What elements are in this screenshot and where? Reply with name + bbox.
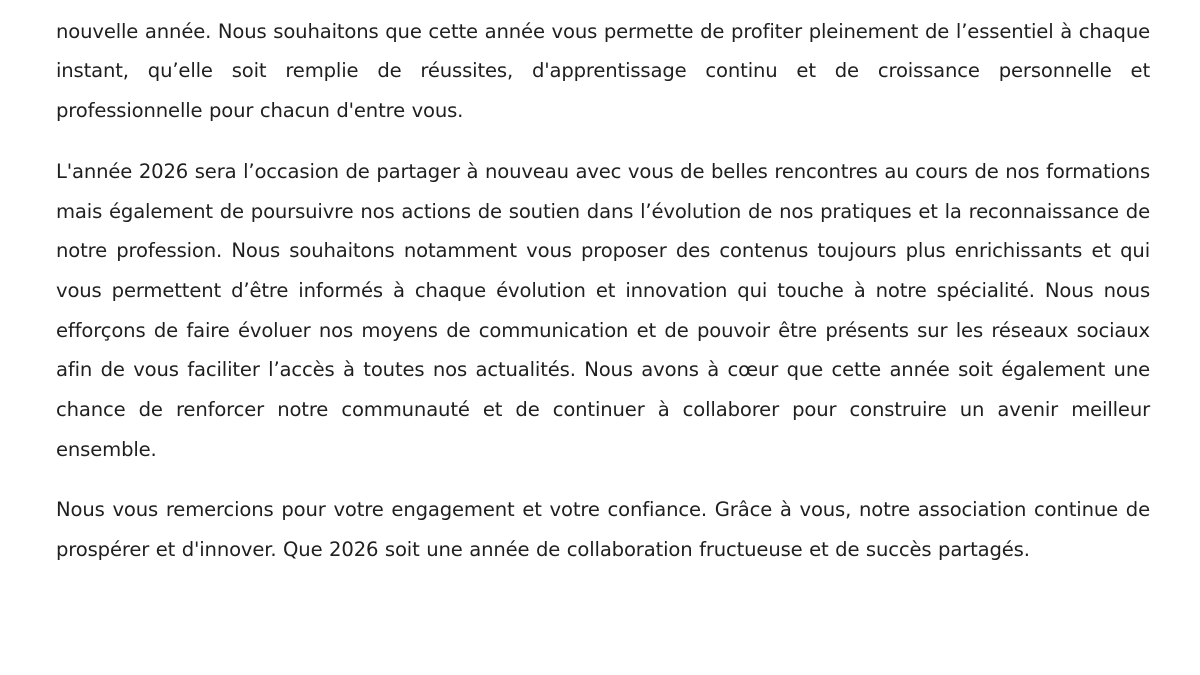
document-body — [56, 0, 1150, 591]
paragraph-2026-plans: L'année 2026 sera l’occasion de partager à nouveau avec vous de belles rencontres au cours de nos formations mais également de poursuivre nos actions de soutien dans l’évolution de nos pratiques et la reconnaissance de notre profession. Nous souhaitons notamment vous proposer des contenus toujours plus enrichissants et qui vous permettent d’être informés à chaque évolution et innovation qui touche à notre spécialité. Nous nous efforçons de faire évoluer nos moyens de communication et de pouvoir être présents sur les réseaux sociaux afin de vous faciliter l’accès à toutes nos actualités. Nous avons à cœur que cette année soit également une chance de renforcer notre communauté et de continuer à collaborer pour construire un avenir meilleur ensemble. — [56, 159, 1150, 461]
paragraph-new-year-wishes — [56, 0, 1150, 131]
paragraph-new-year-wishes-text: nouvelle année. Nous souhaitons que cette année vous permette de profiter pleinement de l’essentiel à chaque instant, qu’elle soit remplie de réussites, d'apprentissage continu et de croissance personnelle et professionnelle pour chacun d'entre vous. — [56, 19, 1150, 123]
paragraph-thanks: Nous vous remercions pour votre engagement et votre confiance. Grâce à vous, notre association continue de prospérer et d'innover. Que 2026 soit une année de collaboration fructueuse et de succès partagés. — [56, 498, 1150, 562]
clipped-top-line — [56, 0, 63, 3]
